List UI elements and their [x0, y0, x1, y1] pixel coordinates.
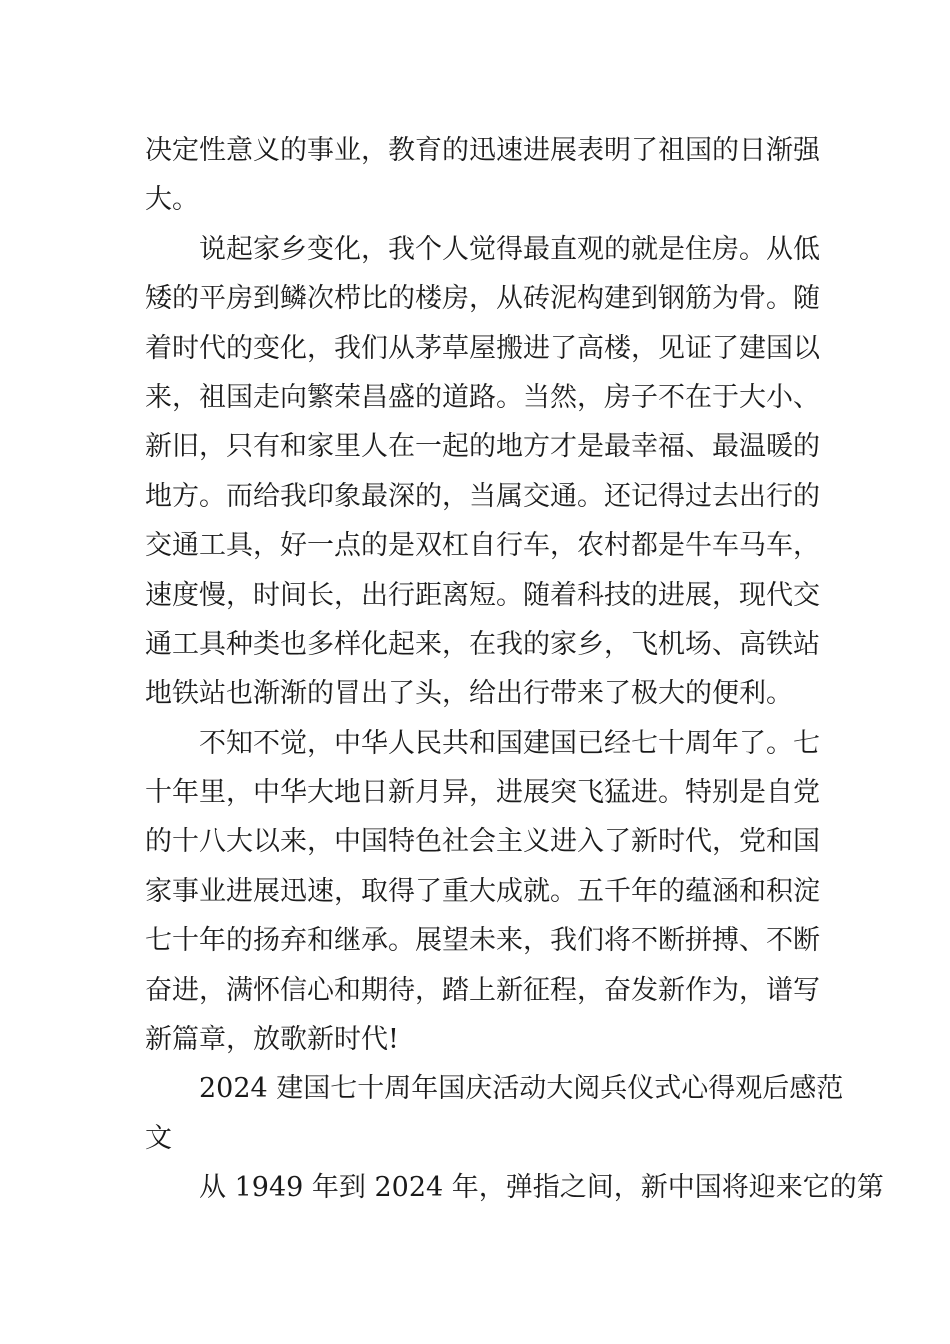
text-line: 着时代的变化，我们从茅草屋搬进了高楼，见证了建国以 — [145, 332, 820, 364]
text-line: 文 — [145, 1122, 172, 1154]
text-line: 矮的平房到鳞次栉比的楼房，从砖泥构建到钢筋为骨。随 — [145, 283, 820, 315]
text-line: 地铁站也渐渐的冒出了头，给出行带来了极大的便利。 — [145, 678, 793, 710]
text-line: 大。 — [145, 184, 199, 216]
text-line: 十年里，中华大地日新月异，进展突飞猛进。特别是自党 — [145, 777, 820, 809]
text-line: 决定性意义的事业，教育的迅速进展表明了祖国的日渐强 — [145, 135, 820, 166]
text-line: 通工具种类也多样化起来，在我的家乡，飞机场、高铁站 — [145, 628, 820, 660]
text-line: 交通工具，好一点的是双杠自行车，农村都是牛车马车， — [145, 530, 820, 562]
text-line: 从 1949 年到 2024 年，弹指之间，新中国将迎来它的第 — [199, 1172, 884, 1204]
text-line: 速度慢，时间长，出行距离短。随着科技的进展，现代交 — [145, 579, 820, 611]
text-line: 新旧，只有和家里人在一起的地方才是最幸福、最温暖的 — [145, 431, 820, 463]
text-line: 的十八大以来，中国特色社会主义进入了新时代，党和国 — [145, 826, 820, 858]
text-line: 地方。而给我印象最深的，当属交通。还记得过去出行的 — [145, 480, 820, 512]
text-line: 2024 建国七十周年国庆活动大阅兵仪式心得观后感范 — [199, 1073, 844, 1105]
text-line: 说起家乡变化，我个人觉得最直观的就是住房。从低 — [199, 233, 820, 265]
text-line: 来，祖国走向繁荣昌盛的道路。当然，房子不在于大小、 — [145, 381, 820, 413]
document-body — [145, 126, 884, 1213]
text-line: 新篇章，放歌新时代! — [145, 1024, 399, 1056]
text-line: 七十年的扬弃和继承。展望未来，我们将不断拼搏、不断 — [145, 925, 820, 957]
text-line: 奋进，满怀信心和期待，踏上新征程，奋发新作为，谱写 — [145, 974, 820, 1006]
text-line: 不知不觉，中华人民共和国建国已经七十周年了。七 — [199, 727, 820, 759]
text-line: 家事业进展迅速，取得了重大成就。五千年的蕴涵和积淀 — [145, 875, 820, 907]
